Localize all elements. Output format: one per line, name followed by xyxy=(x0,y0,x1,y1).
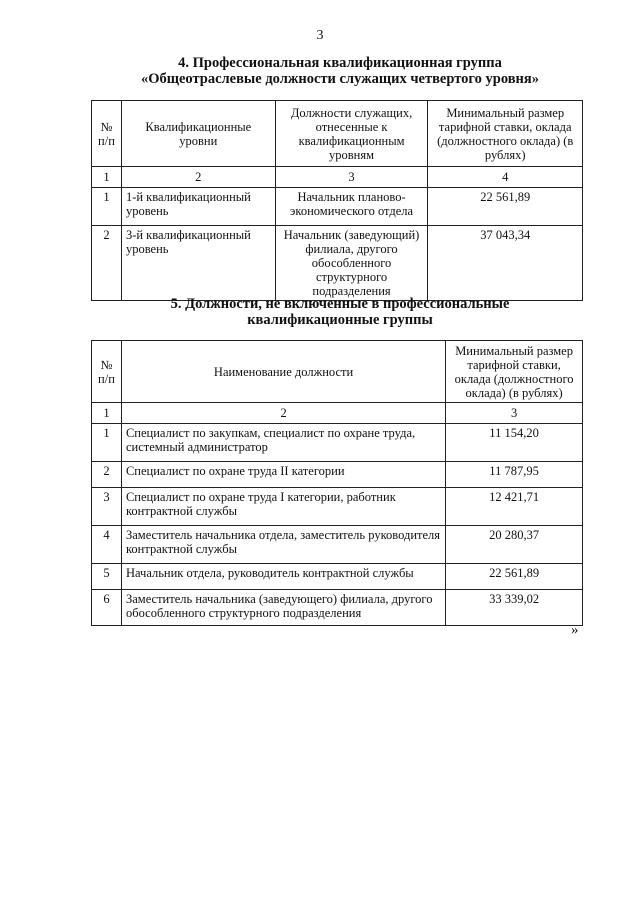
row-number: 1 xyxy=(92,188,122,226)
salary-value: 11 154,20 xyxy=(446,424,583,462)
colnum: 1 xyxy=(92,167,122,188)
table-row xyxy=(92,188,583,226)
section5-title xyxy=(90,296,590,328)
section4-title-line1: 4. Профессиональная квалификационная группа xyxy=(178,55,502,71)
section4-header-row xyxy=(92,101,583,167)
colnum: 1 xyxy=(92,403,122,424)
colnum: 3 xyxy=(446,403,583,424)
salary-value: 37 043,34 xyxy=(428,226,583,301)
closing-quote: » xyxy=(571,622,579,638)
salary-value: 12 421,71 xyxy=(446,488,583,526)
row-number: 4 xyxy=(92,526,122,564)
colnum: 2 xyxy=(121,403,445,424)
row-number: 2 xyxy=(92,462,122,488)
row-number: 1 xyxy=(92,424,122,462)
section4-header-positions: Должности служащих, отнесенные к квалификационным уровням xyxy=(275,101,428,167)
section4-header-salary: Минимальный размер тарифной ставки, оклада (должностного оклада) (в рублях) xyxy=(428,101,583,167)
salary-value: 22 561,89 xyxy=(446,564,583,590)
section5-colnum-row xyxy=(92,403,583,424)
table-row xyxy=(92,462,583,488)
position-name: Начальник (заведующий) филиала, другого обособленного структурного подразделения xyxy=(275,226,428,301)
section5-title-line2: квалификационные группы xyxy=(247,312,433,328)
qualification-level: 3-й квалификационный уровень xyxy=(121,226,275,301)
section4-colnum-row xyxy=(92,167,583,188)
table-row xyxy=(92,424,583,462)
section5-header-salary: Минимальный размер тарифной ставки, оклада (должностного оклада) (в рублях) xyxy=(446,341,583,403)
section5-header-position: Наименование должности xyxy=(121,341,445,403)
section5-table xyxy=(91,340,583,626)
section5-header-num: № п/п xyxy=(92,341,122,403)
position-name: Специалист по охране труда I категории, работник контрактной службы xyxy=(121,488,445,526)
position-name: Начальник отдела, руководитель контрактной службы xyxy=(121,564,445,590)
salary-value: 22 561,89 xyxy=(428,188,583,226)
section4-table xyxy=(91,100,583,301)
row-number: 5 xyxy=(92,564,122,590)
position-name: Специалист по закупкам, специалист по охране труда, системный администратор xyxy=(121,424,445,462)
position-name: Начальник планово-экономического отдела xyxy=(275,188,428,226)
table-row xyxy=(92,226,583,301)
section4-header-level: Квалификационные уровни xyxy=(121,101,275,167)
table-row xyxy=(92,590,583,626)
salary-value: 20 280,37 xyxy=(446,526,583,564)
row-number: 3 xyxy=(92,488,122,526)
table-row xyxy=(92,526,583,564)
section5-title-line1: 5. Должности, не включенные в профессиональные xyxy=(170,296,510,312)
colnum: 4 xyxy=(428,167,583,188)
row-number: 6 xyxy=(92,590,122,626)
section5-header-row xyxy=(92,341,583,403)
position-name: Специалист по охране труда II категории xyxy=(121,462,445,488)
colnum: 2 xyxy=(121,167,275,188)
qualification-level: 1-й квалификационный уровень xyxy=(121,188,275,226)
section4-title-line2: «Общеотраслевые должности служащих четвертого уровня» xyxy=(140,71,540,87)
salary-value: 33 339,02 xyxy=(446,590,583,626)
position-name: Заместитель начальника отдела, заместитель руководителя контрактной службы xyxy=(121,526,445,564)
salary-value: 11 787,95 xyxy=(446,462,583,488)
page-number: 3 xyxy=(316,28,324,43)
table-row xyxy=(92,564,583,590)
section4-header-num: № п/п xyxy=(92,101,122,167)
table-row xyxy=(92,488,583,526)
position-name: Заместитель начальника (заведующего) филиала, другого обособленного структурного подразделения xyxy=(121,590,445,626)
colnum: 3 xyxy=(275,167,428,188)
row-number: 2 xyxy=(92,226,122,301)
section4-title xyxy=(90,55,590,87)
